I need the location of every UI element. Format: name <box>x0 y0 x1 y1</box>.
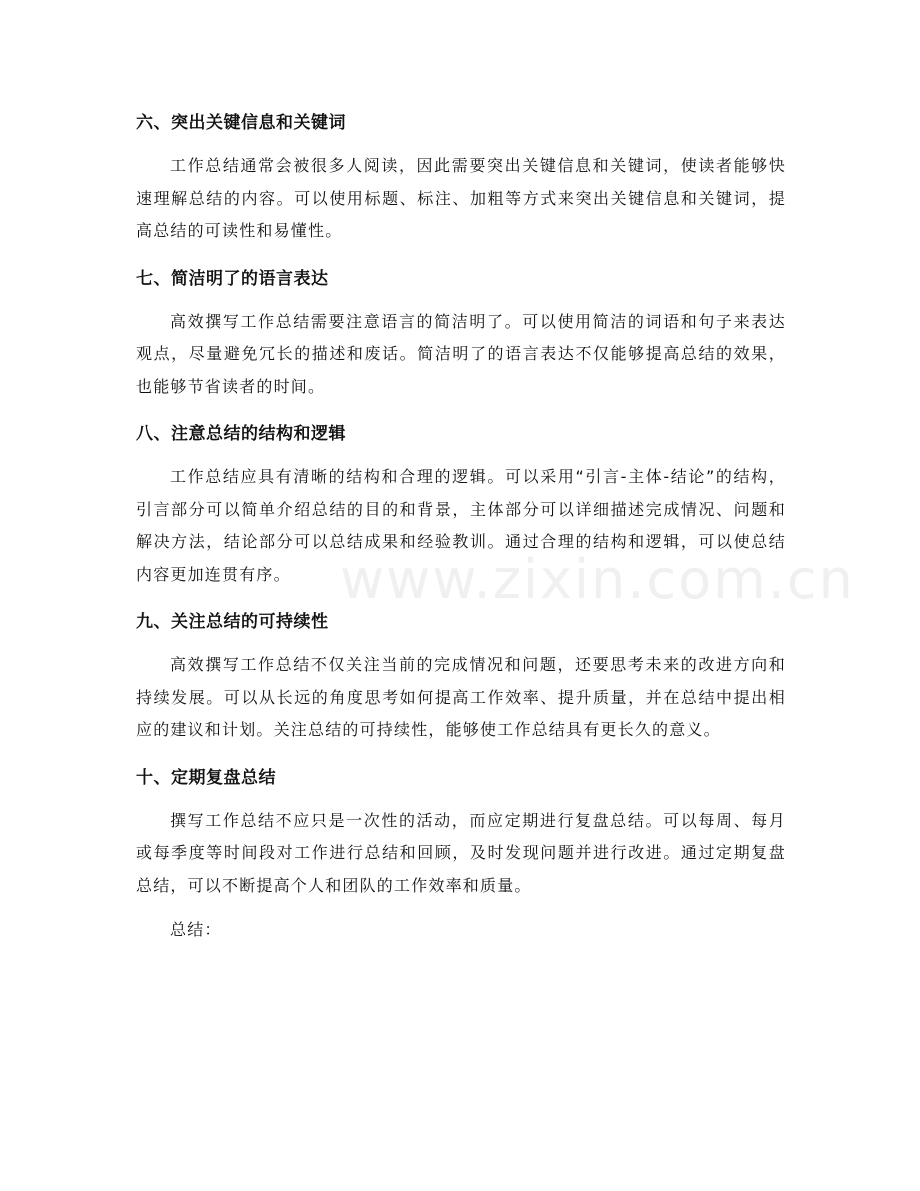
section-heading: 十、定期复盘总结 <box>136 767 276 788</box>
section-paragraph: 高效撰写工作总结不仅关注当前的完成情况和问题，还要思考未来的改进方向和持续发展。可以从长远的角度思考如何提高工作效率、提升质量，并在总结中提出相应的建议和计划。关注总结的可持续性，能够使工作总结具有更长久的意义。 <box>136 655 786 739</box>
section-8 <box>136 415 786 591</box>
section-heading: 六、突出关键信息和关键词 <box>136 113 346 133</box>
section-10 <box>136 759 786 903</box>
section-paragraph: 工作总结通常会被很多人阅读，因此需要突出关键信息和关键词，使读者能够快速理解总结的内容。可以使用标题、标注、加粗等方式来突出关键信息和关键词，提高总结的可读性和易懂性。 <box>136 156 786 240</box>
document-body <box>136 104 786 946</box>
section-paragraph: 高效撰写工作总结需要注意语言的简洁明了。可以使用简洁的词语和句子来表达观点，尽量避免冗长的描述和废话。简洁明了的语言表达不仅能够提高总结的效果，也能够节省读者的时间。 <box>136 311 786 396</box>
section-7 <box>136 260 786 404</box>
section-6 <box>136 104 786 248</box>
section-paragraph: 撰写工作总结不应只是一次性的活动，而应定期进行复盘总结。可以每周、每月或每季度等时间段对工作进行总结和回顾，及时发现问题并进行改进。通过定期复盘总结，可以不断提高个人和团队的工作效率和质量。 <box>136 810 786 895</box>
summary-label: 总结： <box>170 920 222 939</box>
section-heading: 九、关注总结的可持续性 <box>136 612 329 632</box>
section-9 <box>136 603 786 747</box>
section-paragraph: 工作总结应具有清晰的结构和合理的逻辑。可以采用“引言-主体-结论”的结构，引言部分可以简单介绍总结的目的和背景，主体部分可以详细描述完成情况、问题和解决方法，结论部分可以总结成果和经验教训。通过合理的结构和逻辑，可以使总结内容更加连贯有序。 <box>136 467 786 584</box>
section-heading: 七、简洁明了的语言表达 <box>136 268 329 289</box>
section-heading: 八、注意总结的结构和逻辑 <box>136 424 346 444</box>
watermark: www.zixin.com.cn <box>340 548 855 611</box>
